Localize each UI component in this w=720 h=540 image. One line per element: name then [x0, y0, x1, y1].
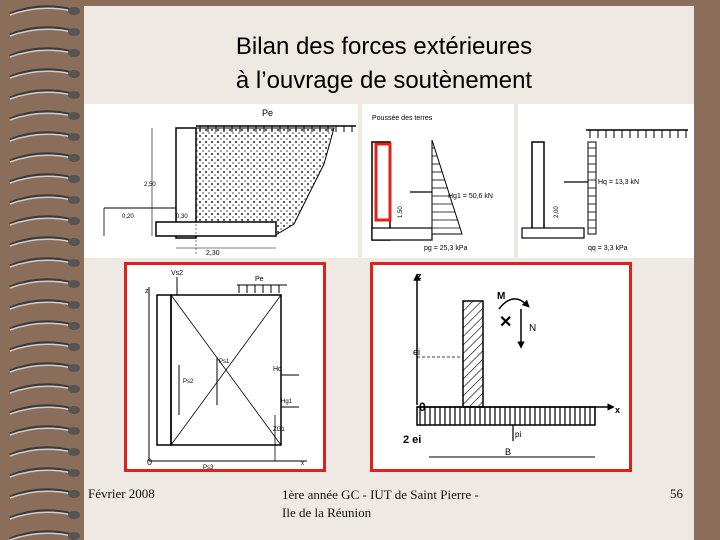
z-axis-label: z: [145, 288, 149, 295]
x-axis-label: x: [301, 461, 304, 467]
spiral-ring: [10, 343, 80, 351]
load-label: Pe: [262, 108, 274, 118]
spiral-ring: [10, 280, 80, 288]
spiral-ring: [10, 238, 80, 246]
v-label: Vs2: [171, 270, 184, 277]
ps3-label: Ps3: [203, 465, 214, 469]
wall-footing: [156, 222, 276, 236]
spiral-ring: [10, 322, 80, 330]
spiral-ring: [10, 490, 80, 498]
earth-pressure-diagram: [362, 104, 514, 258]
spiral-ring: [10, 301, 80, 309]
origin-label: 0: [147, 457, 153, 467]
n-label: N: [529, 323, 537, 334]
dim-height: 2,50: [144, 182, 156, 188]
wall-stem: [157, 295, 171, 445]
ps2-label: Ps2: [183, 379, 194, 385]
pi-label: pi: [515, 430, 522, 439]
title-line-2: à l’ouvrage de soutènement: [235, 67, 533, 94]
footer-date: Février 2008: [88, 486, 155, 501]
spiral-ring: [10, 196, 80, 204]
spiral-ring: [10, 364, 80, 372]
wall-backfill-diagram: [84, 104, 358, 258]
surcharge-pressure-diagram: [518, 104, 694, 258]
spiral-ring: [10, 532, 80, 540]
hg-label: Hg1: [281, 399, 293, 405]
wall-footing: [372, 228, 432, 240]
spiral-ring: [10, 217, 80, 225]
page-number: 56: [670, 486, 683, 501]
spiral-ring: [10, 427, 80, 435]
section-forces-diagram: [370, 262, 632, 472]
spiral-ring: [10, 406, 80, 414]
spiral-ring: [10, 91, 80, 99]
base-label: qq = 3,3 kPa: [588, 245, 628, 252]
m-label: M: [497, 291, 506, 302]
two-ei-label: 2 ei: [403, 434, 422, 446]
spiral-ring: [10, 511, 80, 519]
zg-label: ZG1: [273, 427, 285, 433]
earth-pressure-title: Poussée des terres: [372, 115, 433, 122]
dim-left: 0,20: [122, 214, 134, 220]
spiral-ring: [10, 259, 80, 267]
spiral-ring: [10, 448, 80, 456]
ps1-label: Ps1: [219, 359, 230, 365]
thrust-label: Hg1 = 50,6 kN: [448, 193, 493, 200]
origin-label: 0: [419, 400, 426, 414]
title-line-1: Bilan des forces extérieures: [235, 33, 533, 60]
dim-toe: 0,30: [176, 214, 188, 220]
base-label: pg = 25,3 kPa: [424, 245, 468, 252]
height-label: 1,50: [398, 206, 404, 218]
spiral-ring: [10, 49, 80, 57]
spiral-ring: [10, 28, 80, 36]
height-label: 2,00: [554, 206, 560, 218]
section-marker: ✕: [499, 314, 513, 331]
backfill-soil: [196, 128, 334, 236]
footer-course-line-2: Ile de la Réunion: [282, 505, 372, 520]
hq-label: Hq: [273, 366, 282, 373]
footer-course: [282, 486, 522, 522]
slide-title: [84, 30, 684, 98]
wall-footing: [417, 407, 595, 425]
spiral-binding: [0, 0, 84, 540]
wall-footing: [522, 228, 584, 238]
spiral-ring: [10, 469, 80, 477]
spiral-ring: [10, 133, 80, 141]
spiral-ring: [10, 7, 80, 15]
spiral-ring: [10, 175, 80, 183]
footer-course-line-1: 1ère année GC - IUT de Saint Pierre -: [282, 487, 479, 502]
ei-label: ei: [413, 347, 421, 357]
force-balance-diagram: [124, 262, 326, 472]
pe-label: Pe: [255, 276, 264, 283]
b-label: B: [505, 447, 512, 457]
spiral-ring: [10, 385, 80, 393]
x-axis-label: x: [615, 405, 621, 415]
z-axis-label: z: [417, 271, 422, 281]
wall-stem: [532, 142, 544, 234]
thrust-label: Hq = 13,3 kN: [598, 179, 640, 186]
dim-base: 2,30: [206, 250, 220, 257]
spiral-ring: [10, 112, 80, 120]
wall-stem: [463, 301, 483, 407]
spiral-ring: [10, 154, 80, 162]
spiral-ring: [10, 70, 80, 78]
